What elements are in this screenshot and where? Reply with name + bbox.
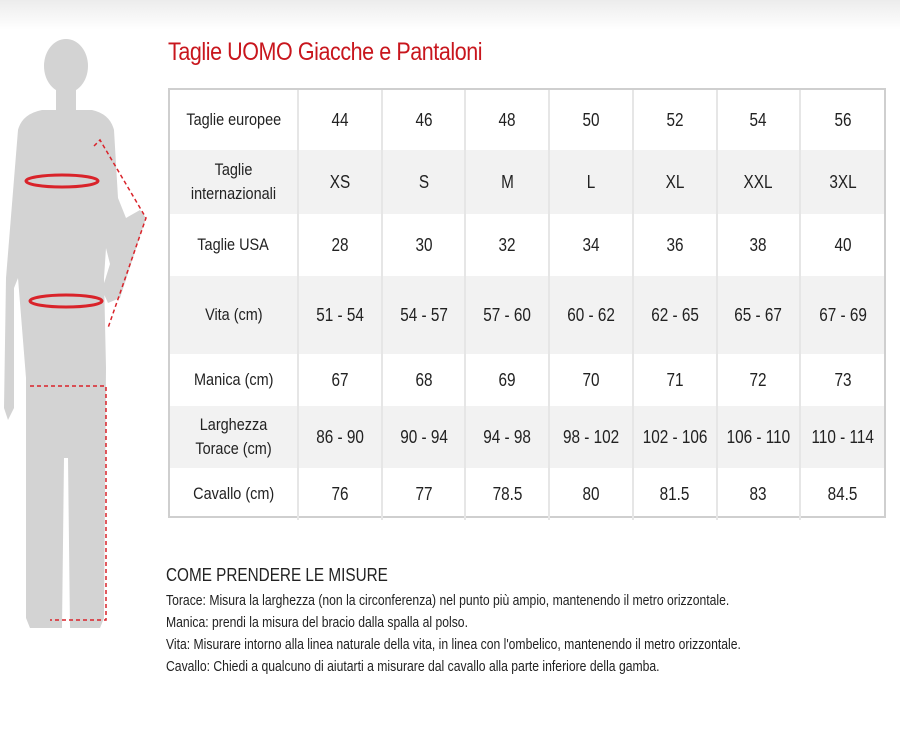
size-value: XXL bbox=[743, 171, 773, 192]
size-value-cell bbox=[549, 276, 633, 354]
size-value-cell bbox=[465, 150, 549, 214]
size-value: 106 - 110 bbox=[726, 426, 791, 447]
size-value: 77 bbox=[415, 483, 433, 504]
size-value-cell bbox=[549, 214, 633, 276]
size-value: 94 - 98 bbox=[483, 426, 532, 447]
size-value-cell bbox=[633, 150, 717, 214]
size-value: 68 bbox=[415, 369, 433, 390]
measuring-instructions bbox=[166, 565, 886, 678]
size-table-row bbox=[170, 354, 884, 406]
body-silhouette-figure bbox=[0, 28, 160, 728]
row-label: Taglie europee bbox=[186, 110, 281, 129]
size-value: 69 bbox=[498, 369, 516, 390]
size-value-cell bbox=[717, 276, 801, 354]
row-label-cell bbox=[170, 406, 298, 468]
size-table-container bbox=[168, 88, 886, 518]
size-value: 102 - 106 bbox=[642, 426, 707, 447]
size-value: XL bbox=[665, 171, 685, 192]
size-table-row bbox=[170, 214, 884, 276]
size-value-cell bbox=[633, 354, 717, 406]
size-value-cell bbox=[633, 406, 717, 468]
size-value: L bbox=[586, 171, 596, 192]
row-label-cell bbox=[170, 276, 298, 354]
size-value: 54 - 57 bbox=[399, 304, 448, 325]
size-value-cell bbox=[382, 276, 466, 354]
size-value-cell bbox=[800, 90, 884, 150]
size-value: 60 - 62 bbox=[567, 304, 615, 325]
size-value-cell bbox=[549, 90, 633, 150]
size-table-row bbox=[170, 406, 884, 468]
size-value-cell bbox=[800, 150, 884, 214]
size-value: 57 - 60 bbox=[483, 304, 532, 325]
instruction-torace: Torace: Misura la larghezza (non la circonferenza) nel punto più ampio, mantenendo il metro orizzontale. bbox=[166, 593, 730, 609]
size-value-cell bbox=[382, 90, 466, 150]
size-value-cell bbox=[298, 276, 382, 354]
size-value-cell bbox=[717, 468, 801, 520]
size-value: 40 bbox=[834, 234, 852, 255]
size-value: 28 bbox=[331, 234, 349, 255]
size-value-cell bbox=[549, 406, 633, 468]
row-label: Vita (cm) bbox=[204, 305, 263, 324]
size-value: 30 bbox=[415, 234, 433, 255]
size-value: M bbox=[500, 171, 514, 192]
size-value: 90 - 94 bbox=[399, 426, 448, 447]
size-value: 84.5 bbox=[827, 483, 858, 504]
size-value-cell bbox=[465, 468, 549, 520]
size-value-cell bbox=[549, 468, 633, 520]
body-silhouette bbox=[4, 39, 146, 628]
size-value: 81.5 bbox=[659, 483, 690, 504]
size-value: 76 bbox=[331, 483, 349, 504]
size-value-cell bbox=[465, 214, 549, 276]
size-value-cell bbox=[717, 354, 801, 406]
row-label: Manica (cm) bbox=[193, 370, 274, 389]
size-value: 80 bbox=[582, 483, 600, 504]
size-value-cell bbox=[382, 468, 466, 520]
size-table-row bbox=[170, 468, 884, 520]
size-value-cell bbox=[717, 150, 801, 214]
size-value: 36 bbox=[666, 234, 684, 255]
size-value-cell bbox=[298, 214, 382, 276]
size-value-cell bbox=[800, 214, 884, 276]
size-value-cell bbox=[382, 354, 466, 406]
size-value-cell bbox=[465, 276, 549, 354]
size-value: 67 bbox=[331, 369, 349, 390]
size-value-cell bbox=[633, 276, 717, 354]
size-table-row bbox=[170, 90, 884, 150]
size-value: 38 bbox=[749, 234, 767, 255]
instructions-title: COME PRENDERE LE MISURE bbox=[166, 565, 388, 585]
size-value: 48 bbox=[498, 109, 516, 130]
row-label-cell bbox=[170, 90, 298, 150]
size-value-cell bbox=[465, 406, 549, 468]
size-table-body bbox=[170, 90, 884, 520]
size-value-cell bbox=[298, 150, 382, 214]
size-value: 86 - 90 bbox=[316, 426, 364, 447]
size-value: 52 bbox=[666, 109, 684, 130]
size-value: 98 - 102 bbox=[562, 426, 620, 447]
size-value-cell bbox=[382, 150, 466, 214]
row-label: Taglie USA bbox=[197, 235, 270, 254]
size-value: 50 bbox=[582, 109, 600, 130]
row-label-cell bbox=[170, 468, 298, 520]
size-value-cell bbox=[298, 90, 382, 150]
size-value: 65 - 67 bbox=[734, 304, 783, 325]
page-title: Taglie UOMO Giacche e Pantaloni bbox=[168, 38, 483, 66]
size-value-cell bbox=[549, 150, 633, 214]
top-shade bbox=[0, 0, 900, 30]
size-value-cell bbox=[633, 214, 717, 276]
size-value-cell bbox=[298, 354, 382, 406]
row-label-cell bbox=[170, 150, 298, 214]
size-value-cell bbox=[633, 90, 717, 150]
size-value-cell bbox=[549, 354, 633, 406]
size-value-cell bbox=[800, 276, 884, 354]
size-table bbox=[170, 90, 884, 520]
size-value: 46 bbox=[415, 109, 433, 130]
size-value: 67 - 69 bbox=[818, 304, 867, 325]
size-value-cell bbox=[465, 90, 549, 150]
size-value: 110 - 114 bbox=[811, 426, 874, 447]
size-value-cell bbox=[382, 406, 466, 468]
size-value: 56 bbox=[834, 109, 852, 130]
size-value: XS bbox=[329, 171, 351, 192]
size-value: 83 bbox=[749, 483, 767, 504]
size-value-cell bbox=[298, 468, 382, 520]
size-value: 32 bbox=[498, 234, 516, 255]
instruction-vita: Vita: Misurare intorno alla linea naturale della vita, in linea con l'ombelico, mantenendo il metro orizzontale. bbox=[166, 637, 741, 653]
row-label-cell bbox=[170, 214, 298, 276]
row-label-cell bbox=[170, 354, 298, 406]
size-value-cell bbox=[717, 406, 801, 468]
size-value: 70 bbox=[582, 369, 600, 390]
size-table-row bbox=[170, 150, 884, 214]
size-value-cell bbox=[298, 406, 382, 468]
size-value-cell bbox=[633, 468, 717, 520]
size-value: 71 bbox=[666, 369, 684, 390]
size-value: 51 - 54 bbox=[316, 304, 364, 325]
size-value: 3XL bbox=[828, 171, 857, 192]
instruction-manica: Manica: prendi la misura del bracio dalla spalla al polso. bbox=[166, 615, 468, 631]
size-value: S bbox=[418, 171, 429, 192]
size-value: 73 bbox=[834, 369, 852, 390]
size-value: 62 - 65 bbox=[650, 304, 699, 325]
size-value-cell bbox=[717, 214, 801, 276]
size-value-cell bbox=[800, 468, 884, 520]
row-label: Larghezza Torace (cm) bbox=[195, 415, 272, 458]
size-value: 54 bbox=[749, 109, 767, 130]
size-table-row bbox=[170, 276, 884, 354]
size-value: 72 bbox=[749, 369, 767, 390]
size-value-cell bbox=[800, 406, 884, 468]
size-value-cell bbox=[465, 354, 549, 406]
size-value: 34 bbox=[582, 234, 600, 255]
size-value-cell bbox=[382, 214, 466, 276]
size-value-cell bbox=[717, 90, 801, 150]
size-value-cell bbox=[800, 354, 884, 406]
instruction-cavallo: Cavallo: Chiedi a qualcuno di aiutarti a misurare dal cavallo alla parte inferiore della gamba. bbox=[166, 659, 660, 675]
row-label: Cavallo (cm) bbox=[192, 484, 275, 503]
size-value: 78.5 bbox=[492, 483, 523, 504]
size-value: 44 bbox=[331, 109, 349, 130]
row-label: Taglie internazionali bbox=[190, 160, 277, 203]
